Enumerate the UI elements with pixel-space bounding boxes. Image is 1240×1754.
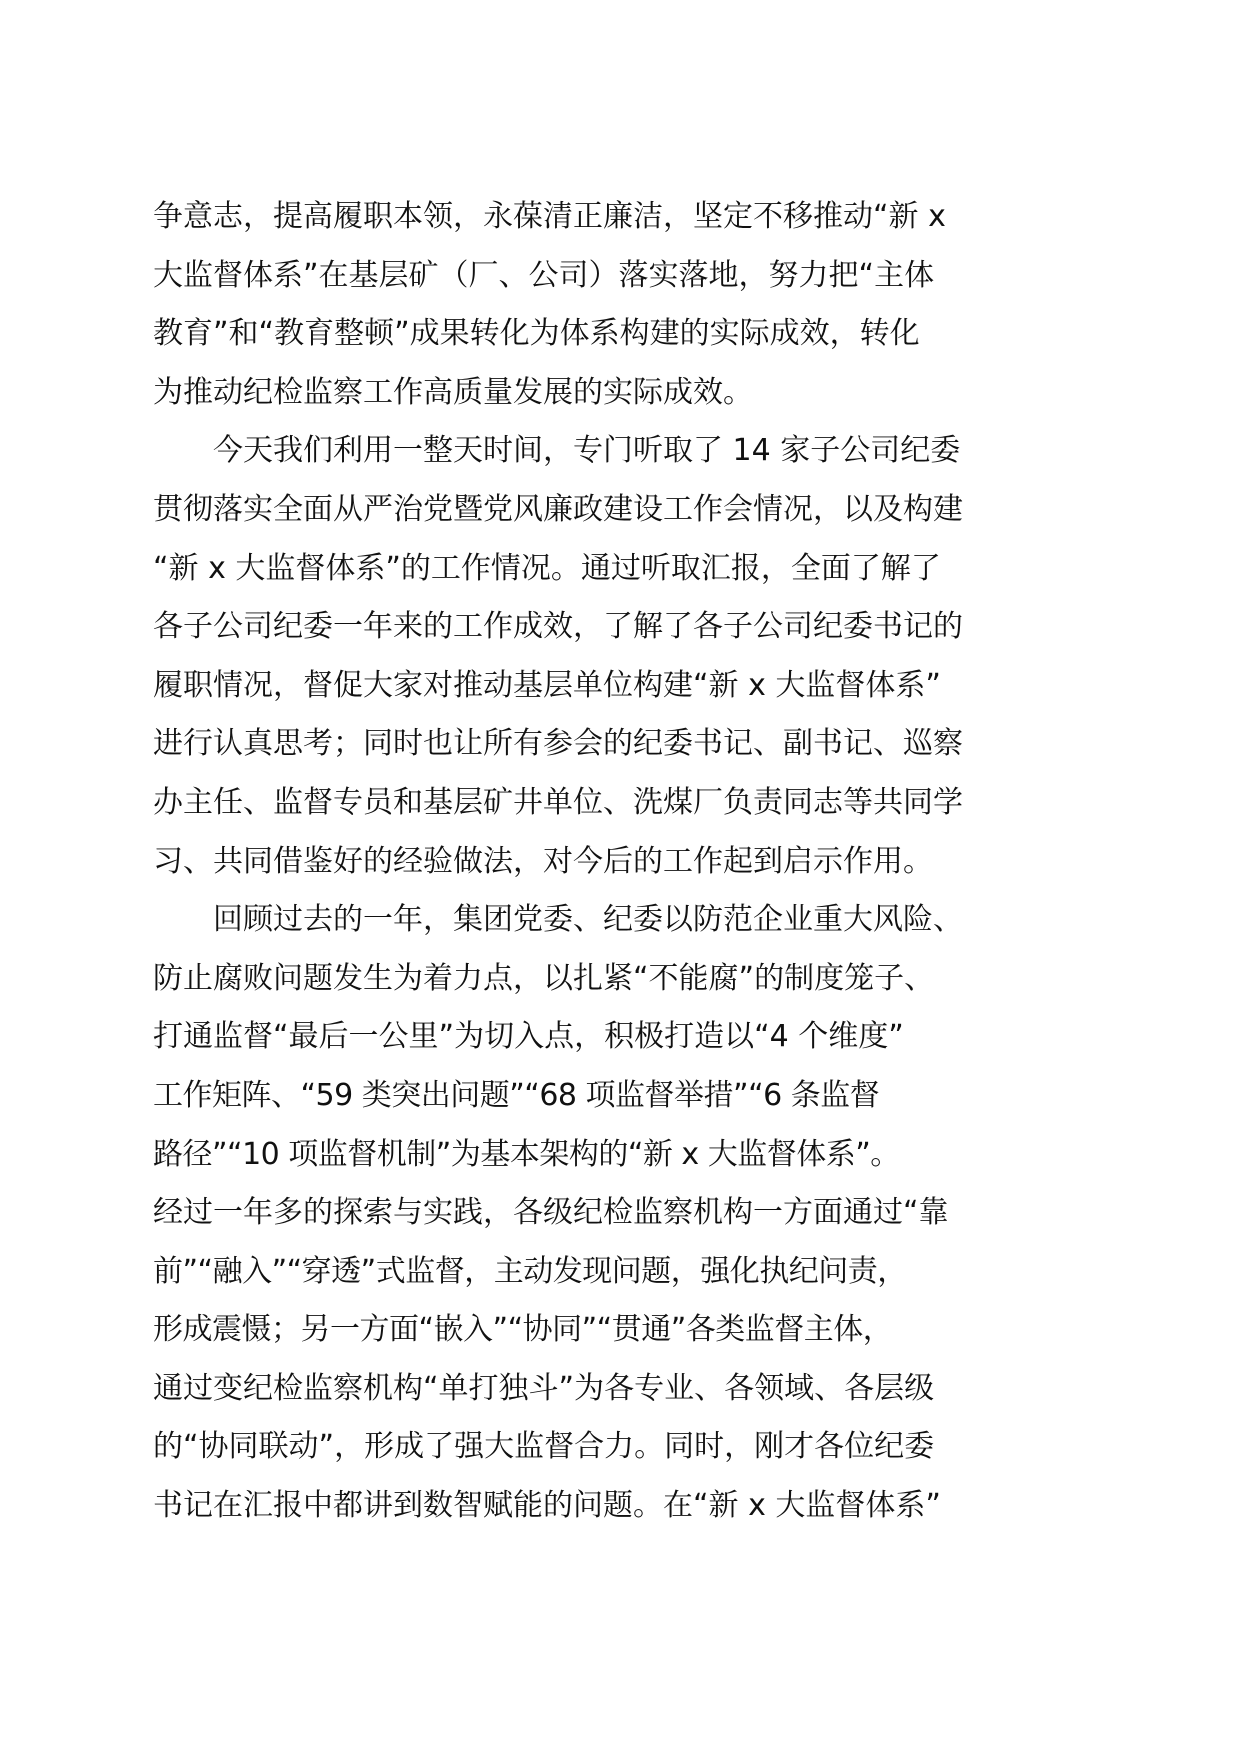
text-line: 教育”和“教育整顿”成果转化为体系构建的实际成效，转化 [153, 316, 920, 352]
text-line: 习、共同借鉴好的经验做法，对今后的工作起到启示作用。 [153, 843, 933, 879]
text-line: 经过一年多的探索与实践，各级纪检监察机构一方面通过“靠 [153, 1195, 949, 1231]
text-line: 今天我们利用一整天时间，专门听取了 14 家子公司纪委 [153, 433, 961, 469]
text-line: 形成震慑；另一方面“嵌入”“协同”“贯通”各类监督主体， [153, 1312, 893, 1348]
text-line: 工作矩阵、“59 类突出问题”“68 项监督举措”“6 条监督 [153, 1077, 880, 1113]
text-line: 前”“融入”“穿透”式监督，主动发现问题，强化执纪问责， [153, 1253, 907, 1289]
text-line: 为推动纪检监察工作高质量发展的实际成效。 [153, 374, 753, 410]
text-line: 办主任、监督专员和基层矿井单位、洗煤厂负责同志等共同学 [153, 784, 963, 820]
text-line: 打通监督“最后一公里”为切入点，积极打造以“4 个维度” [153, 1019, 904, 1055]
text-line: 大监督体系”在基层矿（厂、公司）落实落地，努力把“主体 [153, 257, 935, 293]
text-line: “新 x 大监督体系”的工作情况。通过听取汇报，全面了解了 [153, 550, 941, 586]
text-line: 的“协同联动”，形成了强大监督合力。同时，刚才各位纪委 [153, 1429, 935, 1465]
text-line: 书记在汇报中都讲到数智赋能的问题。在“新 x 大监督体系” [153, 1488, 941, 1524]
document-body [153, 188, 1093, 1536]
text-line: 路径”“10 项监督机制”为基本架构的“新 x 大监督体系”。 [153, 1136, 900, 1172]
text-line: 进行认真思考；同时也让所有参会的纪委书记、副书记、巡察 [153, 726, 963, 762]
text-line: 防止腐败问题发生为着力点，以扎紧“不能腐”的制度笼子、 [153, 960, 935, 996]
text-line: 贯彻落实全面从严治党暨党风廉政建设工作会情况，以及构建 [153, 491, 963, 527]
text-line: 争意志，提高履职本领，永葆清正廉洁，坚定不移推动“新 x [153, 199, 946, 234]
text-line: 各子公司纪委一年来的工作成效，了解了各子公司纪委书记的 [153, 609, 963, 645]
text-line: 回顾过去的一年，集团党委、纪委以防范企业重大风险、 [153, 902, 963, 938]
text-line: 通过变纪检监察机构“单打独斗”为各专业、各领域、各层级 [153, 1370, 935, 1406]
text-line: 履职情况，督促大家对推动基层单位构建“新 x 大监督体系” [153, 667, 941, 703]
